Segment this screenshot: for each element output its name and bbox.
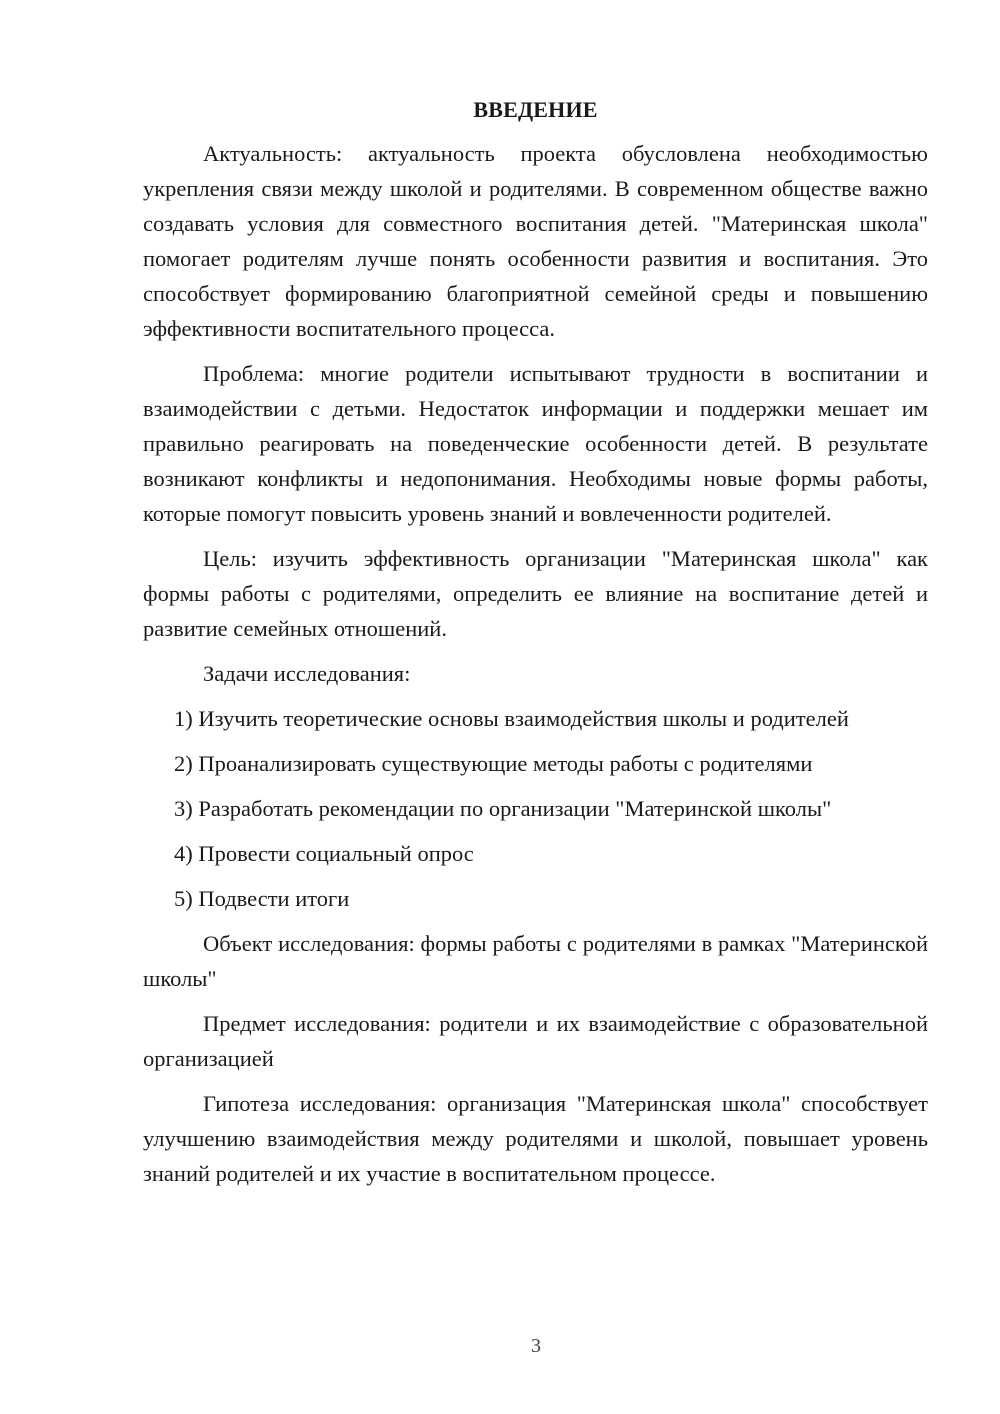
object-paragraph: Объект исследования: формы работы с родителями в рамках "Материнской школы" — [143, 931, 928, 991]
section-title: ВВЕДЕНИЕ — [473, 97, 598, 122]
task-item: 4) Провести социальный опрос — [174, 841, 474, 866]
goal-paragraph: Цель: изучить эффективность организации "Материнская школа" как формы работы с родителями, определить ее влияние на воспитание детей и развитие семейных отношений. — [143, 546, 928, 641]
subject-paragraph: Предмет исследования: родители и их взаимодействие с образовательной организацией — [143, 1011, 928, 1071]
task-item: 3) Разработать рекомендации по организации "Материнской школы" — [174, 796, 832, 821]
document-page — [143, 92, 928, 1201]
problem-paragraph: Проблема: многие родители испытывают трудности в воспитании и взаимодействии с детьми. Недостаток информации и поддержки мешает им правильно реагировать на поведенческие особенности детей. В результате возникают конфликты и недопонимания. Необходимы новые формы работы, которые помогут повысить уровень знаний и вовлеченности родителей. — [143, 361, 928, 526]
tasks-list — [143, 701, 928, 916]
task-item: 1) Изучить теоретические основы взаимодействия школы и родителей — [174, 706, 849, 731]
hypothesis-paragraph: Гипотеза исследования: организация "Материнская школа" способствует улучшению взаимодействия между родителями и школой, повышает уровень знаний родителей и их участие в воспитательном процессе. — [143, 1091, 928, 1186]
tasks-heading: Задачи исследования: — [203, 661, 411, 686]
task-item: 2) Проанализировать существующие методы работы с родителями — [174, 751, 813, 776]
page-number: 3 — [531, 1335, 541, 1357]
task-item: 5) Подвести итоги — [174, 886, 350, 911]
relevance-paragraph: Актуальность: актуальность проекта обусловлена необходимостью укрепления связи между школой и родителями. В современном обществе важно создавать условия для совместного воспитания детей. "Материнская школа" помогает родителям лучше понять особенности развития и воспитания. Это способствует формированию благоприятной семейной среды и повышению эффективности воспитательного процесса. — [143, 141, 928, 341]
